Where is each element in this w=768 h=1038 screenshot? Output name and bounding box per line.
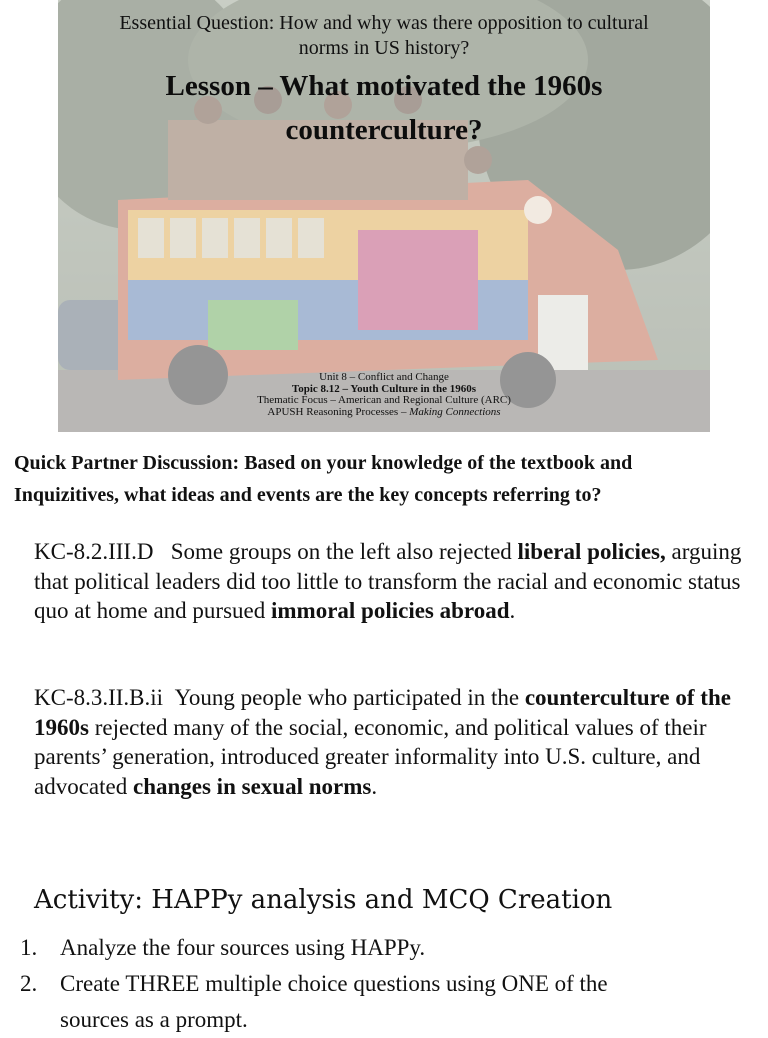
key-concept-2 xyxy=(34,683,744,801)
key-concept-code: KC-8.2.III.D xyxy=(34,539,154,564)
list-item xyxy=(0,930,768,966)
lesson-title-line-1: Lesson – What motivated the 1960s xyxy=(165,70,603,102)
key-concept-text: . xyxy=(509,598,516,623)
discussion-line-1: Quick Partner Discussion: Based on your knowledge of the textbook and xyxy=(14,452,633,474)
key-concept-emphasis: counterculture of the 1960s xyxy=(34,685,731,740)
topic-label: Topic 8.12 – Youth Culture in the 1960s xyxy=(291,382,477,395)
unit-label: Unit 8 – Conflict and Change xyxy=(319,371,449,383)
reasoning-prefix: APUSH Reasoning Processes – xyxy=(267,405,410,418)
lesson-title-line-2: counterculture? xyxy=(285,114,483,146)
lesson-meta xyxy=(58,372,710,418)
list-item xyxy=(0,966,768,1002)
step-text-continued: sources as a prompt. xyxy=(60,1007,248,1032)
step-text: Create THREE multiple choice questions using ONE of the xyxy=(60,971,608,996)
lesson-title xyxy=(58,64,710,152)
reasoning-label xyxy=(58,407,710,419)
key-concept-emphasis: changes in sexual norms xyxy=(132,773,372,799)
key-concept-text: . xyxy=(371,773,378,799)
thematic-focus-label: Thematic Focus – American and Regional Culture (ARC) xyxy=(257,394,511,406)
key-concept-text: rejected many of the social, economic, and political values of their parents’ generation, introduced greater informality into U.S. culture, and advocated xyxy=(34,714,707,799)
step-number: 1. xyxy=(20,935,38,960)
key-concept-text: Young people who participated in the xyxy=(174,685,525,710)
key-concept-code: KC-8.3.II.B.ii xyxy=(34,685,164,710)
essential-question-line-1: Essential Question: How and why was there opposition to cultural xyxy=(119,12,649,34)
partner-discussion-prompt xyxy=(14,447,754,511)
key-concept-1 xyxy=(34,537,744,626)
essential-question xyxy=(58,11,710,61)
step-text: Analyze the four sources using HAPPy. xyxy=(60,935,426,960)
key-concept-emphasis: liberal policies, xyxy=(517,539,666,564)
key-concept-text: Some groups on the left also rejected xyxy=(170,539,518,564)
discussion-line-2: Inquizitives, what ideas and events are the key concepts referring to? xyxy=(14,484,602,506)
key-concept-text: arguing that political leaders did too little to transform the racial and economic status quo at home and pursued xyxy=(34,539,742,623)
key-concept-emphasis: immoral policies abroad xyxy=(270,598,510,623)
reasoning-process: Making Connections xyxy=(409,405,501,418)
essential-question-line-2: norms in US history? xyxy=(298,37,470,59)
header-photo-banner xyxy=(58,0,710,432)
activity-heading: Activity: HAPPy analysis and MCQ Creation xyxy=(34,885,613,915)
activity-steps-list xyxy=(0,930,768,1032)
step-number: 2. xyxy=(20,971,38,996)
